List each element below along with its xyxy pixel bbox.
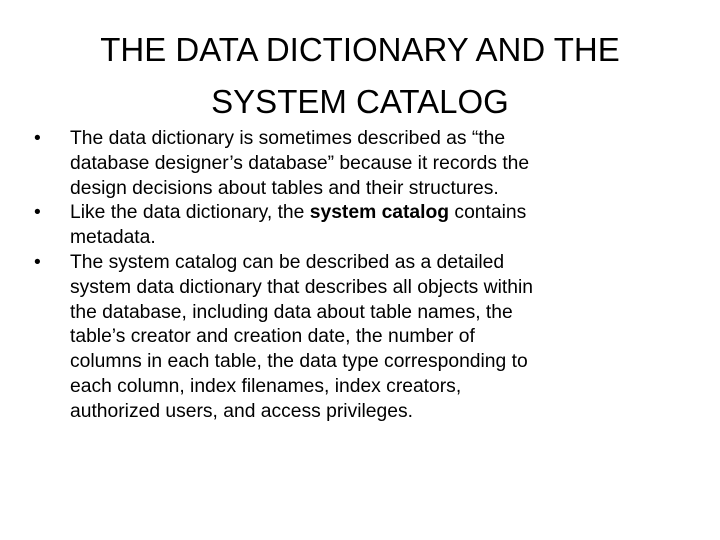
bullet-text-line (70, 201, 684, 226)
bullet-list (34, 127, 684, 425)
bullet-text-line: each column, index filenames, index creators, (70, 375, 462, 397)
bullet-text-line: table’s creator and creation date, the number of (70, 326, 475, 348)
bullet-item-data-dictionary (34, 127, 684, 201)
bullet-text-line: the database, including data about table names, the (70, 301, 513, 323)
bullet-text-line: The data dictionary is sometimes described as “the (70, 128, 506, 149)
bullet-text-line: database designer’s database” because it records the (70, 152, 530, 174)
bullet-text-line: design decisions about tables and their structures. (70, 177, 499, 199)
bullet-item-system-catalog-metadata (34, 201, 684, 251)
title-line: THE DATA DICTIONARY AND THE (100, 31, 620, 68)
bold-term-system-catalog: system catalog (309, 202, 450, 224)
bullet-text-segment: contains (449, 202, 527, 224)
bullet-icon: • (34, 202, 41, 224)
bullet-text-line: metadata. (70, 227, 156, 249)
bullet-icon: • (34, 251, 41, 273)
title-line: SYSTEM CATALOG (211, 83, 509, 120)
bullet-text-line: authorized users, and access privileges. (70, 400, 413, 422)
bullet-icon: • (34, 128, 41, 149)
bullet-text-line: The system catalog can be described as a detailed (70, 251, 505, 273)
slide-title (60, 24, 660, 128)
bullet-text-segment: Like the data dictionary, the (70, 202, 310, 224)
bullet-text-line: columns in each table, the data type corresponding to (70, 351, 528, 373)
bullet-item-system-catalog-description (34, 251, 684, 425)
bullet-text-line: system data dictionary that describes all objects within (70, 276, 533, 298)
